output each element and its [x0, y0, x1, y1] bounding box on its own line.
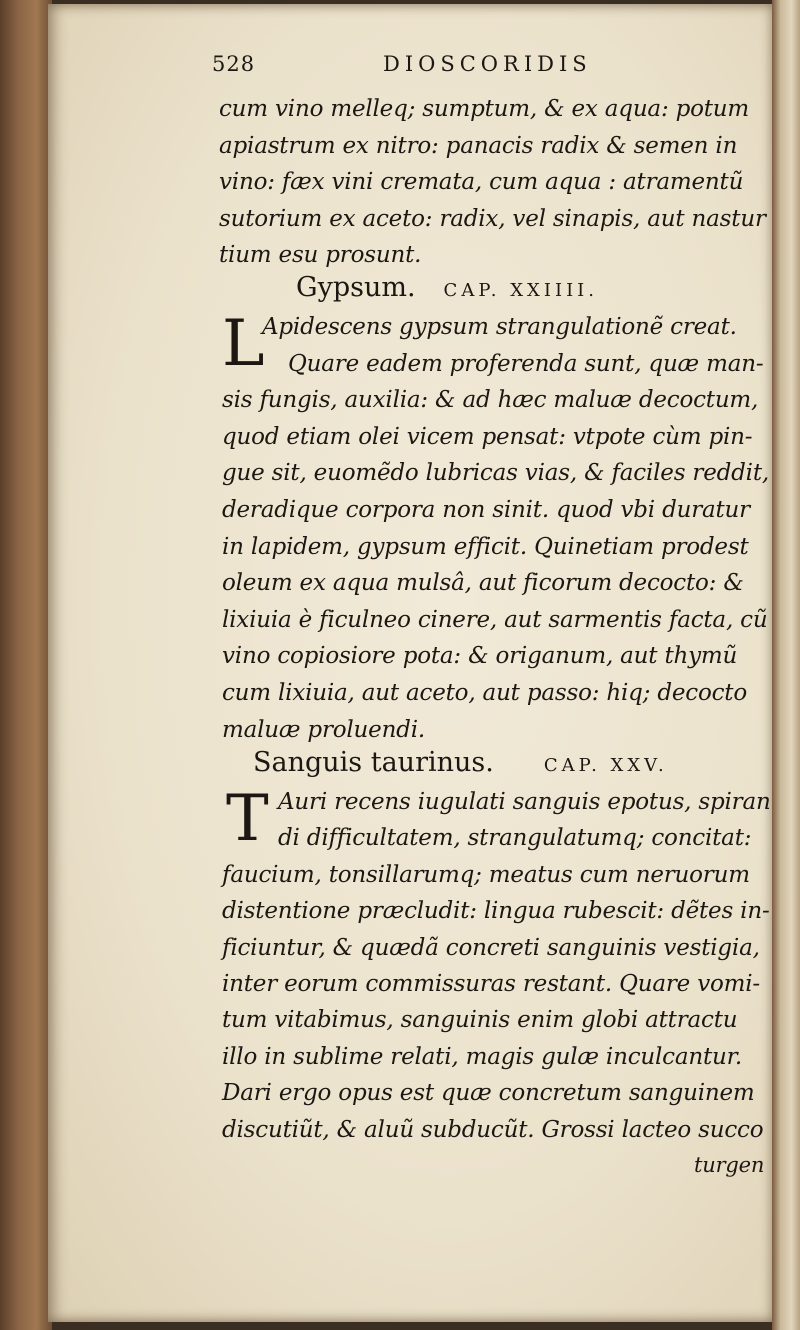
section-heading-gypsum: [296, 272, 598, 303]
section-title: Gypsum.: [296, 272, 416, 303]
text-line: faucium, tonsillarumq; meatus cum neruorum: [222, 861, 750, 888]
text-line: sutorium ex aceto: radix, vel sinapis, aut nastur: [219, 205, 766, 232]
text-line: apiastrum ex nitro: panacis radix & semen in: [219, 132, 738, 159]
text-line: Quare eadem proferenda sunt, quæ man-: [288, 350, 764, 377]
text-line: cum vino melleq; sumptum, & ex aqua: potum: [219, 96, 750, 122]
text-line: tum vitabimus, sanguinis enim globi attractu: [222, 1007, 738, 1034]
text-line: discutiũt, & aluũ subducũt. Grossi lacteo succo: [222, 1116, 764, 1143]
section-heading-sanguis: [253, 747, 668, 778]
text-line: ficiuntur, & quædã concreti sanguinis vestigia,: [222, 934, 760, 961]
text-line: sis fungis, auxilia: & ad hæc maluæ decoctum,: [222, 387, 759, 414]
text-line: lixiuia è ficulneo cinere, aut sarmentis facta, cũ: [222, 606, 768, 633]
text-line: inter eorum commissuras restant. Quare vomi-: [222, 971, 760, 997]
text-line: vino: fæx vini cremata, cum aqua : atramentũ: [219, 169, 744, 195]
text-line: illo in sublime relati, magis gulæ inculcantur.: [222, 1043, 742, 1070]
text-line: vino copiosiore pota: & origanum, aut thymũ: [222, 643, 738, 670]
text-line: deradique corpora non sinit. quod vbi duratur: [222, 497, 750, 523]
text-line: Auri recens iugulati sanguis epotus, spiran: [278, 789, 771, 815]
text-line: oleum ex aqua mulsâ, aut ficorum decocto: &: [222, 570, 744, 597]
text-line: Dari ergo opus est quæ concretum sanguinem: [222, 1080, 755, 1107]
chapter-number: CAP. XXIIII.: [443, 280, 599, 301]
text-line: Apidescens gypsum strangulationẽ creat.: [262, 314, 737, 340]
text-line: di difficultatem, strangulatumq; concitat:: [278, 825, 752, 852]
chapter-number: CAP. XXV.: [543, 755, 668, 776]
drop-cap-initial: L: [222, 307, 265, 381]
running-title: DIOSCORIDIS: [383, 52, 592, 76]
section-title: Sanguis taurinus.: [253, 747, 494, 778]
text-line: gue sit, euomẽdo lubricas vias, & faciles reddit,: [222, 460, 769, 487]
catchword: turgen: [694, 1153, 765, 1177]
text-line: maluæ proluendi.: [222, 716, 425, 743]
text-line: quod etiam olei vicem pensat: vtpote cùm pin-: [222, 423, 753, 450]
drop-cap-initial: T: [226, 782, 269, 856]
text-line: tium esu prosunt.: [219, 242, 422, 268]
text-line: in lapidem, gypsum efficit. Quinetiam prodest: [222, 533, 749, 560]
text-line: cum lixiuia, aut aceto, aut passo: hiq; decocto: [222, 680, 747, 706]
page-number: 528: [212, 52, 256, 76]
text-line: distentione præcludit: lingua rubescit: dẽtes in-: [222, 898, 770, 925]
